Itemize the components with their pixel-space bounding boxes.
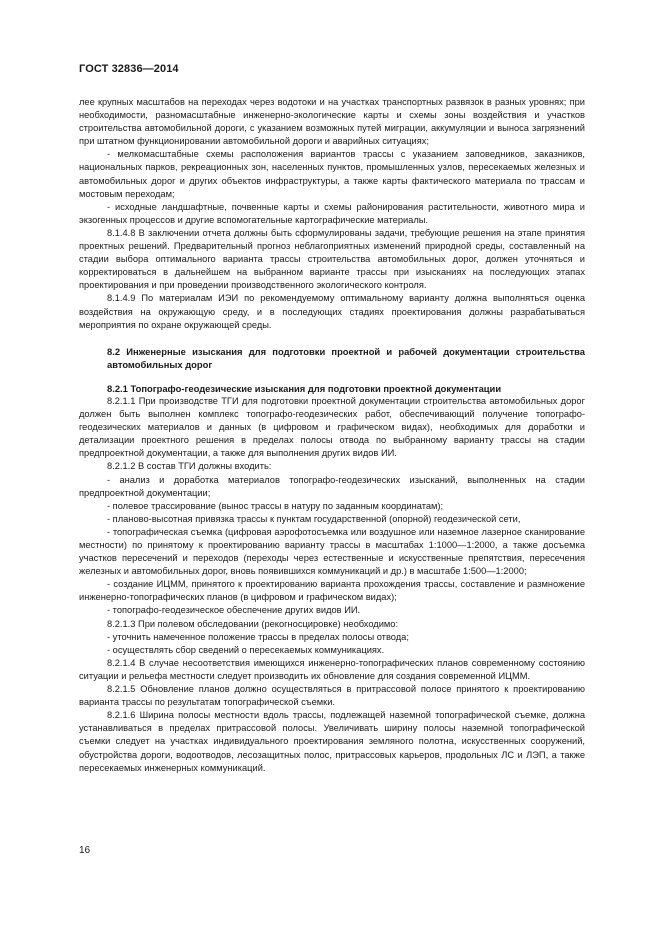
- page-number: 16: [79, 845, 91, 856]
- subsection-heading: 8.2.1 Топографо-геодезические изыскания для подготовки проектной документации: [107, 382, 502, 394]
- list-item: - планово-высотная привязка трассы к пунктам государственной (опорной) геодезической сети,: [107, 513, 521, 524]
- list-item: - топографическая съемка (цифровая аэрофотосъемка или воздушное или наземное лазерное сканирование местности) по принятому к проектированию варианту трассы в масштабах 1:1000—1:2000, а также досъемка участков пересечений и переходов (переходы через естественные и искусственные препятствия, пересечения железных и автомобильных дорог, вновь появившихся коммуникаций и др.) в масштабе 1:500—1:2000;: [79, 526, 585, 577]
- list-item: - исходные ландшафтные, почвенные карты и схемы районирования растительности, животного мира и экзогенных процессов и другие вспомогательные картографические материалы.: [79, 201, 585, 225]
- list-item: - полевое трассирование (вынос трассы в натуру по заданным координатам);: [107, 500, 444, 511]
- section-heading: 8.2 Инженерные изыскания для подготовки проектной и рабочей документации строительства автомобильных дорог: [107, 345, 585, 370]
- paragraph: 8.2.1.1 При производстве ТГИ для подготовки проектной документации строительства автомобильных дорог должен быть выполнен комплекс топографо-геодезических работ, обеспечивающий получение топографо-геодезических материалов и данных (в цифровом и графическом видах), необходимых для доработки и детализации проектного решения в пределах полосы отвода по выбранному варианту трассы на стадии предпроектной документации, а также для выполнения других видов ИИ.: [79, 395, 585, 459]
- paragraph: 8.1.4.9 По материалам ИЭИ по рекомендуемому оптимальному варианту должна выполняться оценка воздействия на окружающую среду, и в последующих стадиях проектирования должны разрабатываться мероприятия по охране окружающей среды.: [79, 293, 585, 330]
- paragraph: 8.2.1.4 В случае несоответствия имеющихся инженерно-топографических планов современному состоянию ситуации и рельефа местности следует производить их обновление для создания современной ИЦММ.: [79, 657, 585, 681]
- document-standard-id: ГОСТ 32836—2014: [79, 63, 179, 75]
- list-item: - уточнить намеченное положение трассы в пределах полосы отвода;: [107, 631, 409, 642]
- list-item: - анализ и доработка материалов топографо-геодезических изысканий, выполненных на стадии предпроектной документации;: [79, 474, 585, 498]
- list-item: - мелкомасштабные схемы расположения вариантов трассы с указанием заповедников, заказников, национальных парков, рекреационных зон, населенных пунктов, промышленных узлов, пересекаемых железных и автомобильных дорог и других объектов инфраструктуры, а также карты фактического материала по трассам и мостовым переходам;: [79, 149, 585, 199]
- list-item: - создание ИЦММ, принятого к проектированию варианта прохождения трассы, составление и размножение инженерно-топографических планов (в цифровом и графическом видах);: [79, 579, 585, 603]
- paragraph: 8.2.1.5 Обновление планов должно осуществляться в притрассовой полосе принятого к проектированию варианта трассы по результатам топографической съемки.: [79, 684, 585, 708]
- paragraph: 8.2.1.6 Ширина полосы местности вдоль трассы, подлежащей наземной топографической съемке, должна устанавливаться в пределах притрассовой полосы. Увеличивать ширину полосы наземной топографической съемки следует на участках индивидуального проектирования земляного полотна, искусственных сооружений, обустройства дороги, водоотводов, лесозащитных полос, притрассовых карьеров, продольных ЛС и ЛЭП, а также пересекаемых инженерных коммуникаций.: [79, 710, 585, 773]
- paragraph: 8.2.1.2 В состав ТГИ должны входить:: [107, 461, 272, 472]
- list-item: - осуществлять сбор сведений о пересекаемых коммуникациях.: [107, 644, 385, 655]
- paragraph: 8.1.4.8 В заключении отчета должны быть сформулированы задачи, требующие решения на этапе принятия проектных решений. Предварительный прогноз неблагоприятных изменений природной среды, составленный на стадии выбора оптимального варианта трассы строительства автомобильных дорог, должен уточняться и корректироваться в дальнейшем на выбранном варианте трассы при изысканиях на последующих этапах проектирования и при проведении производственного экологического контроля.: [79, 227, 585, 291]
- document-body: [79, 96, 585, 775]
- paragraph: лее крупных масштабов на переходах через водотоки и на участках транспортных развязок в разных уровнях; при необходимости, разномасштабные инженерно-экологические карты и схемы зоны воздействия и участков строительства автомобильной дороги, с указанием возможных путей миграции, аккумуляции и выноса загрязнений при штатном функционировании автомобильной дороги и аварийных ситуациях;: [79, 97, 585, 147]
- list-item: - топографо-геодезическое обеспечение других видов ИИ.: [107, 605, 361, 616]
- paragraph: 8.2.1.3 При полевом обследовании (рекогносцировке) необходимо:: [107, 618, 399, 629]
